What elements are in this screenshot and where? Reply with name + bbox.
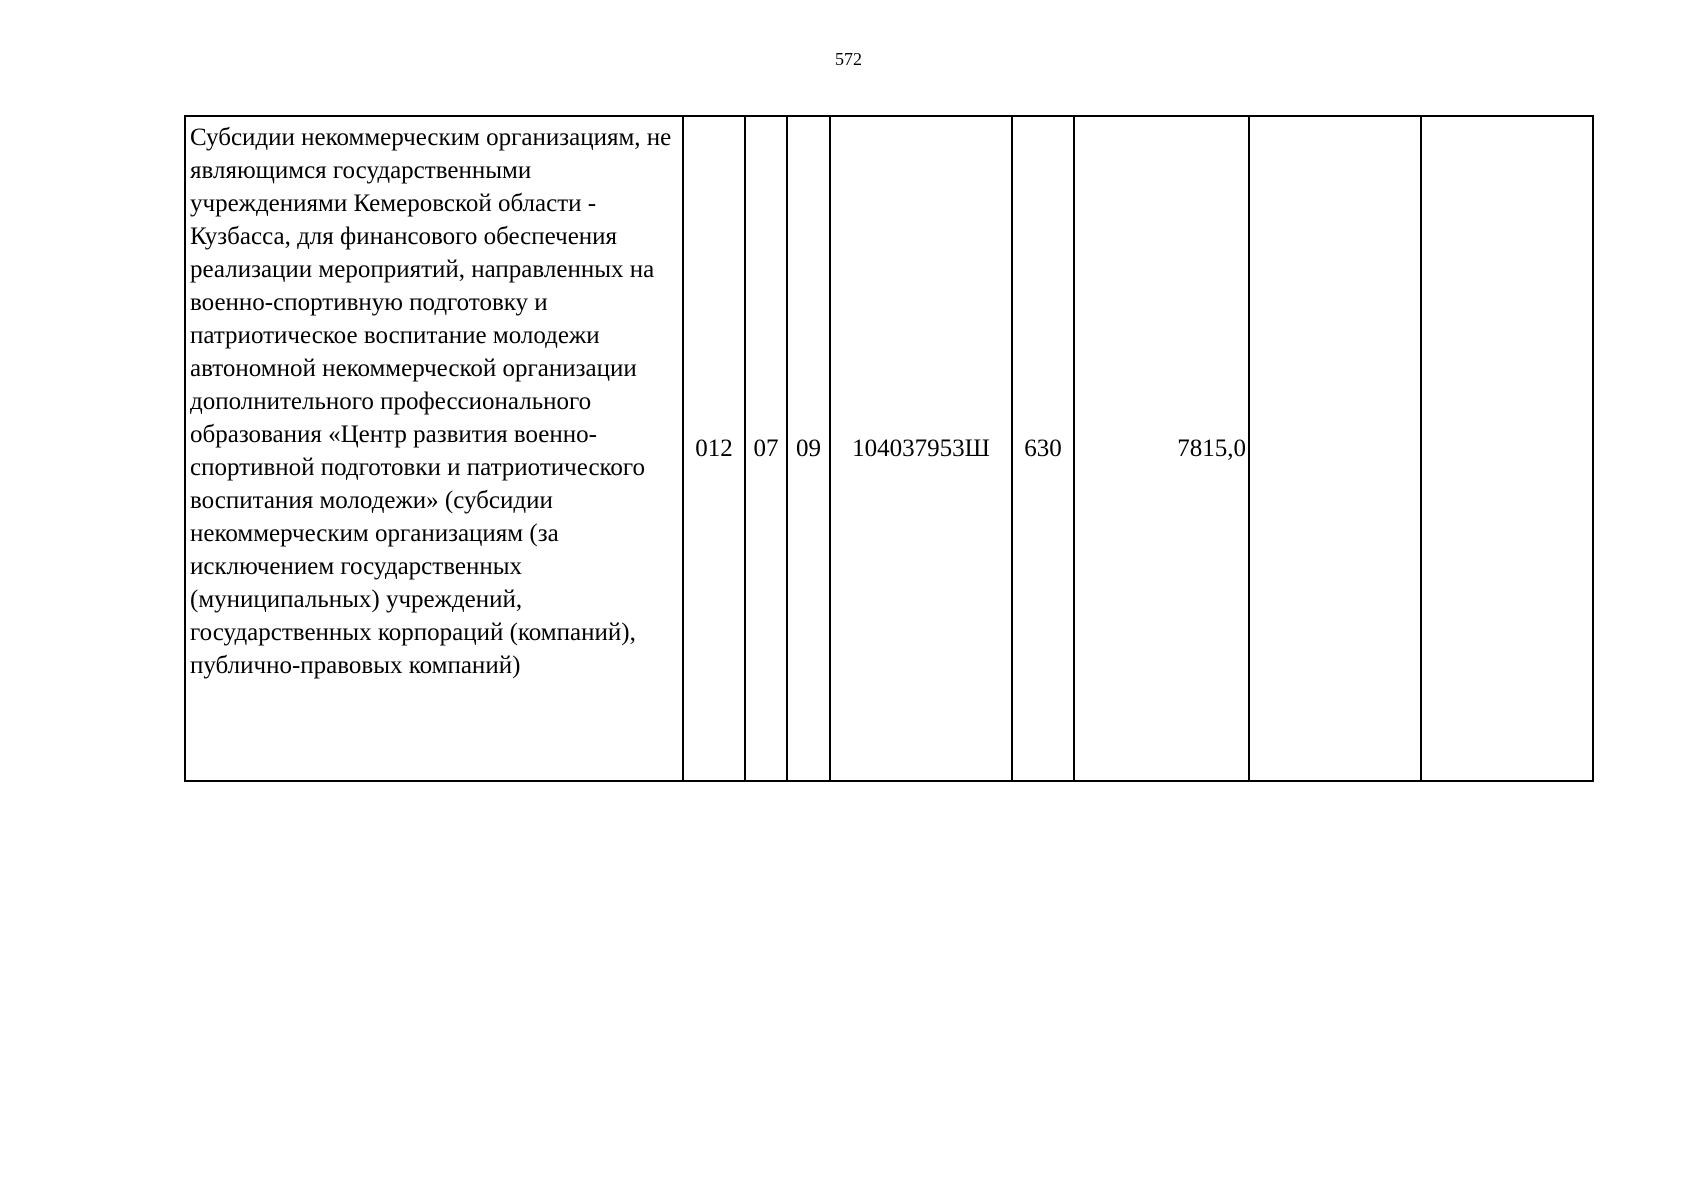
page-number: 572 [835,49,862,69]
target-article-code: 104037953Ш [830,116,1012,781]
amount-cell: 7815,0 [1074,116,1249,781]
expense-type-code: 630 [1012,116,1074,781]
table-row [185,116,1593,781]
budget-table [184,115,1594,782]
amount-cell-3 [1421,116,1593,781]
ministry-code: 012 [683,116,745,781]
section-code: 07 [745,116,787,781]
row-description: Субсидии некоммерческим организациям, не являющимся государственными учреждениями Кемеровской области - Кузбасса, для финансового обеспечения реализации мероприятий, направленных на военно-спортивную подготовку и патриотическое воспитание молодежи автономной некоммерческой организации дополнительного профессионального образования «Центр развития военно-спортивной подготовки и патриотического воспитания молодежи» (субсидии некоммерческим организациям (за исключением государственных (муниципальных) учреждений, государственных корпораций (компаний), публично-правовых компаний) [185,116,683,781]
subsection-code: 09 [787,116,830,781]
amount-cell-2 [1249,116,1421,781]
